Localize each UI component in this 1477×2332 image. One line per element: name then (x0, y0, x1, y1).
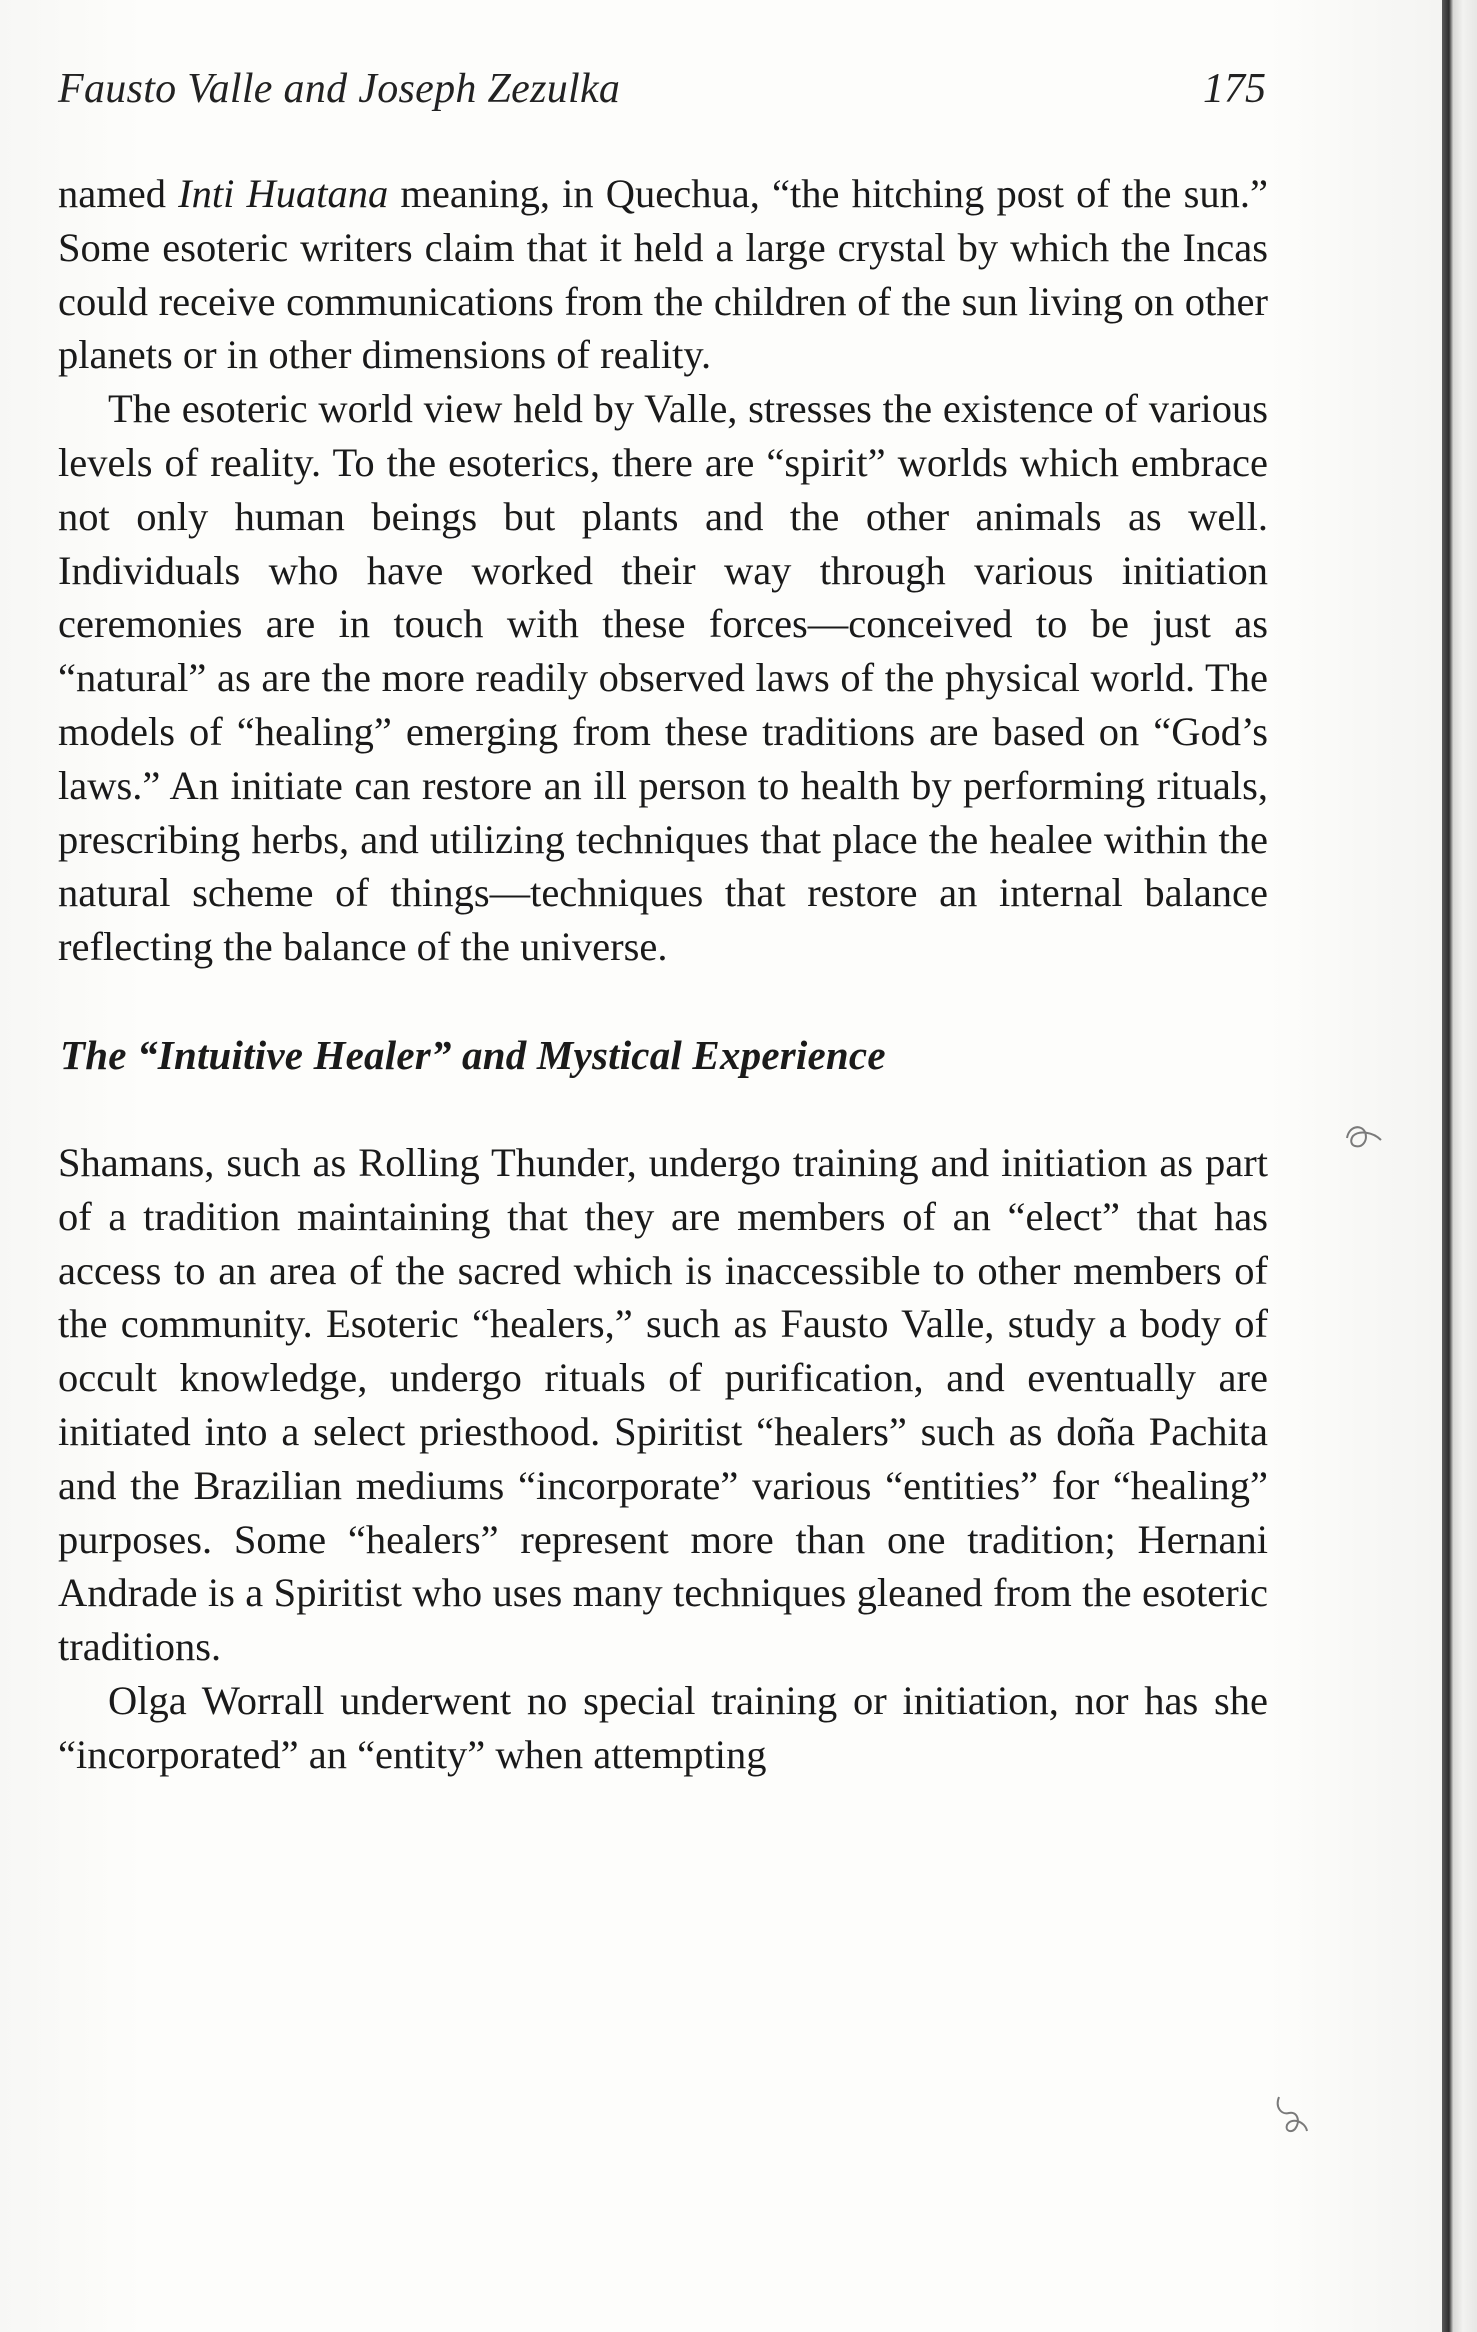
pencil-margin-mark (1271, 2091, 1313, 2137)
page-edge-shadow (1442, 0, 1477, 2332)
paragraph-olga-worrall: Olga Worrall underwent no special training or initiation, nor has she “incorporated” an “entity” when attempting (58, 1677, 1268, 1777)
paragraph-continuation-text: meaning, in Quechua, “the hitching post of the sun.” Some esoteric writers claim that it held a large crystal by which the Incas could receive communications from the children of the sun living on other planets or in other dimensions of reality. (58, 171, 1268, 378)
quechua-term: Inti Huatana (178, 171, 389, 216)
page-number: 175 (1203, 66, 1266, 112)
paragraph-esoteric-world-view: The esoteric world view held by Valle, stresses the existence of various levels of reality. To the esoterics, there are “spirit” worlds which embrace not only human beings but plants and the other animals as well. Individuals who have worked their way through various initiation ceremonies are in touch with these forces—conceived to be just as “natural” as are the more readily observed laws of the physical world. The models of “healing” emerging from these traditions are based on “God’s laws.” An initiate can restore an ill person to health by performing rituals, prescribing herbs, and utilizing techniques that place the healee within the natural scheme of things—techniques that restore an internal balance reflecting the balance of the universe. (58, 386, 1268, 970)
paragraph-lead-text: named (58, 171, 179, 216)
paragraph-shamans: Shamans, such as Rolling Thunder, undergo training and initiation as part of a tradition maintaining that they are members of an “elect” that has access to an area of the sacred which is inaccessible to other members of the community. Esoteric “healers,” such as Fausto Valle, study a body of occult knowledge, undergo rituals of purification, and eventually are initiated into a select priesthood. Spiritist “healers” such as doña Pachita and the Brazilian mediums “incorporate” various “entities” for “healing” purposes. Some “healers” represent more than one tradition; Hernani Andrade is a Spiritist who uses many techniques gleaned from the esoteric traditions. (58, 1139, 1268, 1670)
body-text (58, 167, 1268, 1782)
running-head-title: Fausto Valle and Joseph Zezulka (58, 66, 621, 112)
section-heading: The “Intuitive Healer” and Mystical Experience (60, 1031, 886, 1078)
paragraph-inti-huatana (58, 167, 1268, 382)
pencil-margin-mark (1341, 1120, 1387, 1156)
running-head (58, 54, 1266, 124)
